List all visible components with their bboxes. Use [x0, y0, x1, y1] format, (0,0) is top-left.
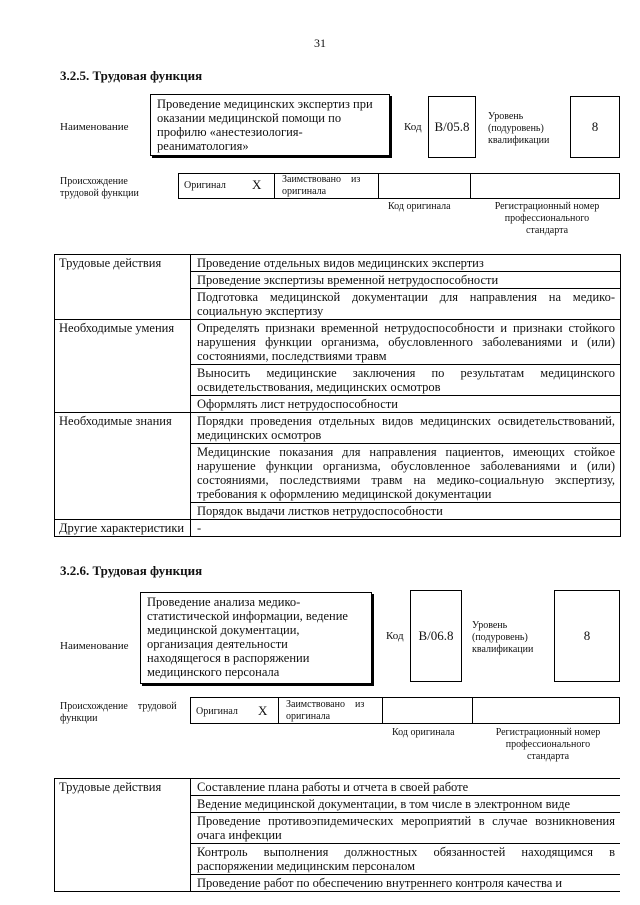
- row-item: Проведение противоэпидемических мероприятий в случае возникновения очага инфекции: [191, 813, 621, 844]
- function-name-line: Проведение анализа медико-: [147, 595, 301, 609]
- level-value: 8: [583, 628, 591, 643]
- row-category: Трудовые действия: [55, 255, 191, 320]
- reg-number-line: Регистрационный номер: [495, 727, 601, 738]
- orig-code-label: Код оригинала: [392, 727, 455, 738]
- original-mark: X: [258, 703, 268, 718]
- code-box: [410, 590, 462, 682]
- row-category: Трудовые действия: [55, 779, 191, 892]
- borrowed-label: [282, 174, 374, 198]
- table-row: [55, 779, 621, 796]
- borrowed-label-line: Заимствовано из: [286, 699, 365, 710]
- row-category: Необходимые умения: [55, 320, 191, 413]
- origin-label-line: Происхождение: [60, 176, 128, 187]
- divider: [382, 697, 383, 724]
- borrowed-label-line: оригинала: [286, 711, 331, 722]
- row-item: -: [191, 520, 621, 537]
- code-value: B/06.8: [418, 628, 454, 643]
- original-label: Оригинал: [196, 706, 238, 717]
- origin-label-line: функции: [60, 713, 98, 724]
- reg-number-line: стандарта: [525, 225, 569, 236]
- origin-label-line: трудовой функции: [60, 188, 139, 199]
- level-label-line: (подуровень): [472, 632, 528, 643]
- divider: [378, 173, 379, 199]
- row-item: Проведение отдельных видов медицинских экспертиз: [191, 255, 621, 272]
- row-item: Оформлять лист нетрудоспособности: [191, 396, 621, 413]
- divider: [274, 173, 275, 199]
- table-row: [55, 320, 621, 365]
- level-label-line: Уровень: [488, 111, 524, 122]
- level-label-line: (подуровень): [488, 123, 544, 134]
- row-item: Определять признаки временной нетрудоспособности и признаки стойкого нарушения функции организма, обусловленного заболеваниями и (или) состояниями, последствиями травм: [191, 320, 621, 365]
- divider: [278, 697, 279, 724]
- name-label: Наименование: [60, 121, 129, 133]
- name-label: Наименование: [60, 640, 129, 652]
- reg-number-line: стандарта: [526, 751, 570, 762]
- page-number: 31: [314, 36, 326, 50]
- origin-strip: [178, 173, 620, 199]
- reg-number-label: [476, 727, 620, 763]
- row-item: Порядки проведения отдельных видов медицинских освидетельствований, медицинских осмотров: [191, 413, 621, 444]
- borrowed-label: [286, 699, 378, 723]
- function-name-line: реаниматология»: [157, 139, 249, 153]
- orig-code-label: Код оригинала: [388, 201, 451, 212]
- function-name-line: медицинской документации,: [147, 623, 300, 637]
- table-row: [55, 413, 621, 444]
- row-item: Составление плана работы и отчета в своей работе: [191, 779, 621, 796]
- row-item: Порядок выдачи листков нетрудоспособности: [191, 503, 621, 520]
- row-category: Необходимые знания: [55, 413, 191, 520]
- level-label-line: квалификации: [472, 644, 534, 655]
- function-name-line: статистической информации, ведение: [147, 609, 348, 623]
- row-item: Контроль выполнения должностных обязанностей находящимся в распоряжении медицинским персоналом: [191, 844, 621, 875]
- origin-label-line: Происхождение трудовой: [60, 701, 177, 712]
- origin-label: [60, 176, 139, 200]
- borrowed-label-line: Заимствовано из: [282, 174, 361, 185]
- level-label: [488, 111, 549, 147]
- table-row: [55, 520, 621, 537]
- reg-number-line: Регистрационный номер: [494, 201, 600, 212]
- level-label: [472, 620, 533, 656]
- function-name-box: [140, 592, 372, 684]
- table-row: [55, 255, 621, 272]
- divider: [472, 697, 473, 724]
- row-item: Проведение экспертизы временной нетрудоспособности: [191, 272, 621, 289]
- original-label: Оригинал: [184, 180, 226, 191]
- reg-number-line: профессионального: [505, 739, 591, 750]
- reg-number-line: профессионального: [504, 213, 590, 224]
- level-value: 8: [591, 119, 599, 134]
- section-heading: 3.2.5. Трудовая функция: [60, 68, 203, 83]
- original-mark: X: [252, 177, 262, 192]
- function-name-line: организация деятельности: [147, 637, 288, 651]
- reg-number-label: [474, 201, 620, 237]
- section-heading: 3.2.6. Трудовая функция: [60, 563, 203, 578]
- code-label: Код: [404, 121, 422, 133]
- table-clip: [54, 778, 620, 905]
- row-item: Подготовка медицинской документации для направления на медико-социальную экспертизу: [191, 289, 621, 320]
- code-box: [428, 96, 476, 158]
- function-table: [54, 778, 620, 892]
- row-item: Проведение работ по обеспечению внутреннего контроля качества и: [191, 875, 621, 892]
- function-name-line: находящегося в распоряжении: [147, 651, 310, 665]
- function-name-box: [150, 94, 390, 156]
- level-box: [554, 590, 620, 682]
- level-box: [570, 96, 620, 158]
- row-item: Медицинские показания для направления пациентов, имеющих стойкое нарушение функции организма, обусловленное заболеваниями и (или) состояниями, последствиями травм на медико-социальную экспертизу, требования к оформлению медицинской документации: [191, 444, 621, 503]
- row-item: Выносить медицинские заключения по результатам медицинского освидетельствования, медицинских осмотров: [191, 365, 621, 396]
- origin-label: [60, 701, 188, 725]
- divider: [470, 173, 471, 199]
- code-value: B/05.8: [434, 119, 470, 134]
- function-table: [54, 254, 621, 537]
- function-name-line: медицинского персонала: [147, 665, 280, 679]
- row-category: Другие характеристики: [55, 520, 191, 537]
- level-label-line: квалификации: [488, 135, 550, 146]
- function-name-line: Проведение медицинских экспертиз при: [157, 97, 373, 111]
- level-label-line: Уровень: [472, 620, 508, 631]
- row-item: Ведение медицинской документации, в том числе в электронном виде: [191, 796, 621, 813]
- origin-strip: [190, 697, 620, 724]
- function-name-line: профилю «анестезиология-: [157, 125, 303, 139]
- function-name-line: оказании медицинской помощи по: [157, 111, 342, 125]
- borrowed-label-line: оригинала: [282, 186, 327, 197]
- code-label: Код: [386, 630, 404, 642]
